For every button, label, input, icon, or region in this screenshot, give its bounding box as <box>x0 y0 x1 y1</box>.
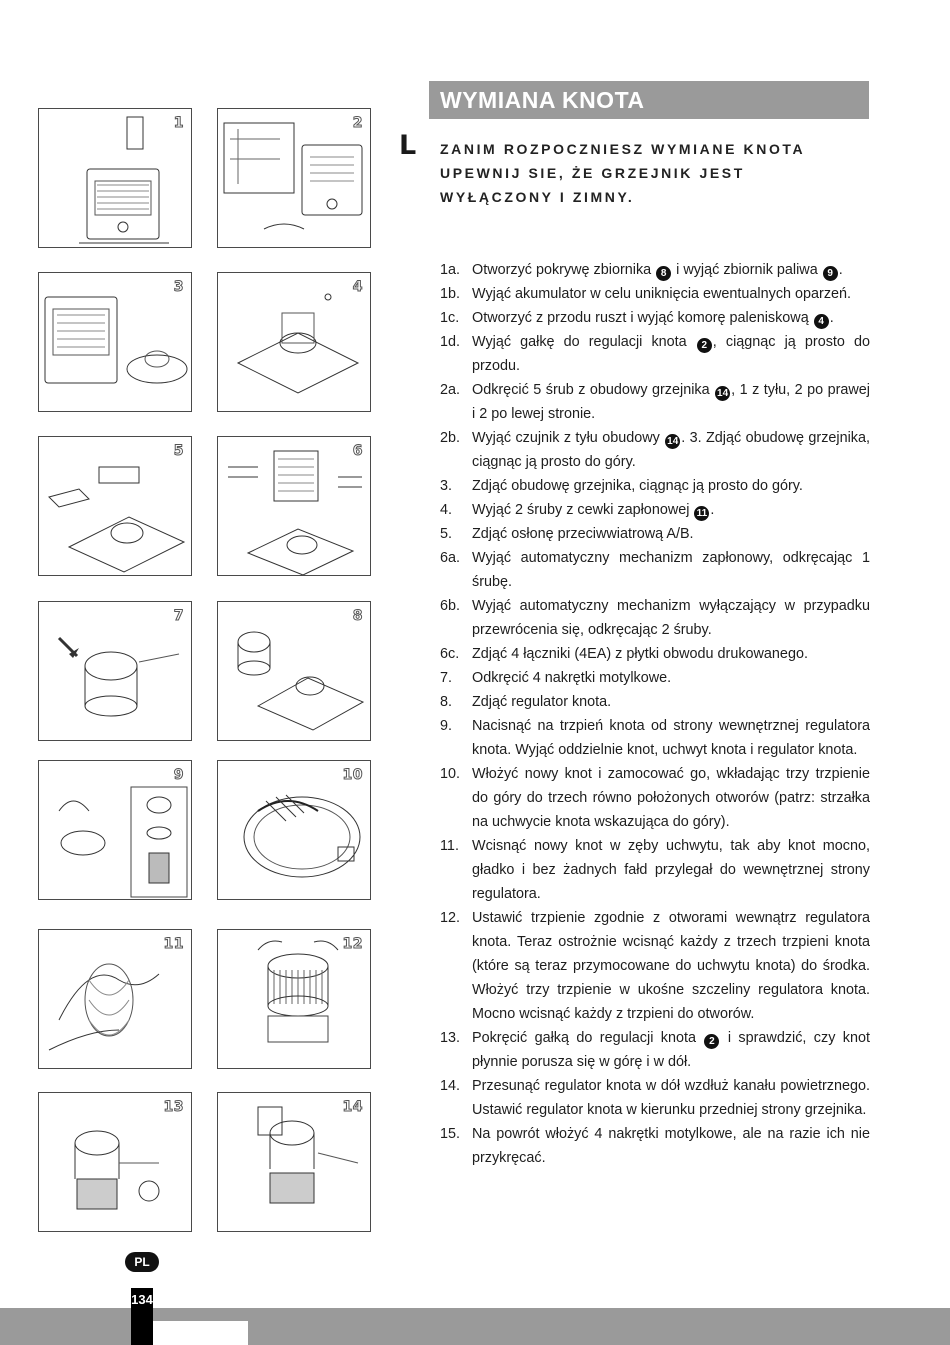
step-label: 13. <box>440 1030 461 1046</box>
step-text-segment: Wcisnąć nowy knot w zęby uchwytu, tak aby knot mocno, gładko i bez żadnych fałd przylegał do wewnętrznej strony regulatora. <box>472 838 870 902</box>
step-label: 5. <box>440 526 453 542</box>
step-text <box>472 690 870 714</box>
step-label: 1b. <box>440 286 461 302</box>
callout-number-icon: 8 <box>656 266 671 281</box>
step-text <box>472 546 870 594</box>
step-text-segment: Zdjąć osłonę przeciwwiatrową A/B. <box>472 526 694 542</box>
step-item <box>440 714 870 762</box>
figure-number: 12 <box>342 936 363 952</box>
step-text-segment: Nacisnąć na trzpień knota od strony wewnętrznej regulatora knota. Wyjąć oddzielnie knot, uchwyt knota i regulator knota. <box>472 718 870 758</box>
step-text <box>472 522 870 546</box>
step-label: 4. <box>440 502 453 518</box>
figure-number: 5 <box>173 443 184 459</box>
step-item <box>440 906 870 1026</box>
wick-adjuster-arrow-illustration <box>39 602 192 741</box>
step-item <box>440 306 870 330</box>
step-item <box>440 546 870 594</box>
step-item <box>440 498 870 522</box>
section-title-bar <box>429 81 869 119</box>
figure-number: 7 <box>173 608 184 624</box>
step-item <box>440 426 870 474</box>
step-text <box>472 330 870 378</box>
figure-6 <box>217 436 371 576</box>
callout-number-icon: 14 <box>667 436 679 447</box>
circuit-board-connectors-illustration <box>218 437 371 576</box>
figure-number: 4 <box>352 279 363 295</box>
step-text <box>472 474 870 498</box>
step-label: 6a. <box>440 550 461 566</box>
step-text-segment: . 3. Zdjąć obudowę grzejnika, ciągnąc ją prosto do góry. <box>472 430 870 470</box>
step-text-segment: Przesunąć regulator knota w dół wzdłuż kanału powietrznego. Ustawić regulator knota w kierunku przedniej strony grzejnika. <box>472 1078 870 1118</box>
step-text-segment: i sprawdzić, czy knot płynnie porusza się w górę i w dół. <box>472 1030 870 1070</box>
step-label: 11. <box>440 838 459 854</box>
step-text-segment: . <box>710 502 715 518</box>
callout-number-icon: 2 <box>704 1034 719 1049</box>
step-label: 12. <box>440 910 461 926</box>
step-text-segment: Wyjąć akumulator w celu uniknięcia ewentualnych oparzeń. <box>472 286 852 302</box>
step-text <box>472 714 870 762</box>
figure-number: 11 <box>163 936 184 952</box>
callout-number-icon: 2 <box>697 338 712 353</box>
figure-3 <box>38 272 192 412</box>
step-text <box>472 642 870 666</box>
step-text-segment: , 1 z tyłu, 2 po prawej i 2 po lewej stronie. <box>472 382 871 422</box>
figure-number: 14 <box>342 1099 363 1115</box>
step-label: 7. <box>440 670 453 686</box>
figure-number: 1 <box>173 115 184 131</box>
figure-number: 10 <box>342 767 363 783</box>
step-text-segment: Zdjąć obudowę grzejnika, ciągnąc ją prosto do góry. <box>472 478 803 494</box>
figure-14 <box>217 1092 371 1232</box>
step-text-segment: Na powrót włożyć 4 nakrętki motylkowe, ale na razie ich nie przykręcać. <box>472 1126 870 1166</box>
figure-2 <box>217 108 371 248</box>
warning-text: ZANIM ROZPOCZNIESZ WYMIANE KNOTA UPEWNIJ SIE, ŻE GRZEJNIK JEST WYŁĄCZONY I ZIMNY. <box>440 141 805 205</box>
figure-number: 3 <box>173 279 184 295</box>
step-item <box>440 1122 870 1170</box>
step-text <box>472 906 870 1026</box>
figure-number: 13 <box>163 1099 184 1115</box>
step-label: 2a. <box>440 382 461 398</box>
footer-tab <box>153 1321 248 1345</box>
step-item <box>440 258 870 282</box>
step-item <box>440 522 870 546</box>
step-text <box>472 594 870 642</box>
heater-body-lift-illustration <box>39 273 192 412</box>
step-text-segment: Ustawić trzpienie zgodnie z otworami wewnątrz regulatora knota. Teraz ostrożnie wcisnąć każdy z trzech trzpieni knota (które są teraz przymocowane do uchwytu knota) do środka. Włożyć trzy trzpienie w ukośne szczeliny regulatora knota. Mocno wcisnąć każdy z trzpieni do otworów. <box>472 910 870 1022</box>
figure-number: 8 <box>352 608 363 624</box>
figure-number: 6 <box>352 443 363 459</box>
warning-icon: L <box>399 130 417 161</box>
wick-holder-disassembly-illustration <box>39 761 192 900</box>
step-item <box>440 330 870 378</box>
step-text-segment: Odkręcić 5 śrub z obudowy grzejnika <box>472 382 715 398</box>
wick-adjuster-removed-illustration <box>218 602 371 741</box>
step-text-segment: . <box>838 262 843 278</box>
step-text-segment: Wyjąć 2 śruby z cewki zapłonowej <box>472 502 694 518</box>
figure-8 <box>217 601 371 741</box>
step-text-segment: Wyjąć czujnik z tyłu obudowy <box>472 430 665 446</box>
step-label: 9. <box>440 718 453 734</box>
step-text-segment: Wyjąć automatyczny mechanizm wyłączający w przypadku przewrócenia się, odkręcając 2 śruby. <box>472 598 870 638</box>
step-item <box>440 762 870 834</box>
step-label: 8. <box>440 694 453 710</box>
step-text <box>472 1026 870 1074</box>
figure-5 <box>38 436 192 576</box>
step-text <box>472 762 870 834</box>
step-label: 10. <box>440 766 461 782</box>
figure-4 <box>217 272 371 412</box>
step-label: 2b. <box>440 430 461 446</box>
steps-list <box>440 258 870 1170</box>
figure-1 <box>38 108 192 248</box>
step-item <box>440 474 870 498</box>
heater-tank-removal-illustration <box>39 109 192 248</box>
step-text <box>472 426 870 474</box>
figure-7 <box>38 601 192 741</box>
step-text-segment: Włożyć nowy knot i zamocować go, wkładając trzy trzpienie do góry do trzech równo położonych otworów (patrz: strzałka na uchwycie knota wskazująca do góry). <box>472 766 870 830</box>
figure-11 <box>38 929 192 1069</box>
step-item <box>440 282 870 306</box>
callout-number-icon: 4 <box>814 314 829 329</box>
wind-shield-removal-illustration <box>39 437 192 576</box>
step-text-segment: , ciągnąc ją prosto do przodu. <box>472 334 871 374</box>
step-item <box>440 378 870 426</box>
step-item <box>440 1074 870 1122</box>
burner-assembly-screws-illustration <box>218 273 371 412</box>
figure-13 <box>38 1092 192 1232</box>
figure-number: 9 <box>173 767 184 783</box>
step-label: 1d. <box>440 334 461 350</box>
step-text <box>472 306 870 330</box>
step-label: 1c. <box>440 310 460 326</box>
step-item <box>440 1026 870 1074</box>
step-text-segment: Wyjąć gałkę do regulacji knota <box>472 334 696 350</box>
heater-grate-removal-illustration <box>218 109 371 248</box>
language-badge: PL <box>125 1252 159 1272</box>
step-text <box>472 1074 870 1122</box>
step-text <box>472 378 870 426</box>
step-item <box>440 594 870 642</box>
figure-10 <box>217 760 371 900</box>
step-item <box>440 666 870 690</box>
step-text-segment: . <box>829 310 834 326</box>
step-text-segment: Pokręcić gałką do regulacji knota <box>472 1030 704 1046</box>
step-text <box>472 282 870 306</box>
step-text-segment: Odkręcić 4 nakrętki motylkowe. <box>472 670 672 686</box>
step-label: 6b. <box>440 598 461 614</box>
step-text-segment: i wyjąć zbiornik paliwa <box>672 262 822 278</box>
callout-number-icon: 11 <box>694 506 709 521</box>
callout-number-icon: 14 <box>717 388 729 399</box>
step-label: 14. <box>440 1078 461 1094</box>
step-item <box>440 642 870 666</box>
step-item <box>440 690 870 714</box>
page-number: 134 <box>131 1288 153 1345</box>
step-text-segment: Otworzyć z przodu ruszt i wyjąć komorę paleniskową <box>472 310 813 326</box>
callout-number-icon: 9 <box>823 266 838 281</box>
step-label: 6c. <box>440 646 460 662</box>
step-item <box>440 834 870 906</box>
step-text-segment: Zdjąć 4 łączniki (4EA) z płytki obwodu drukowanego. <box>472 646 808 662</box>
step-text <box>472 258 870 282</box>
section-title: WYMIANA KNOTA <box>440 87 645 113</box>
step-text <box>472 1122 870 1170</box>
step-text <box>472 498 870 522</box>
step-text-segment: Zdjąć regulator knota. <box>472 694 612 710</box>
step-text-segment: Otworzyć pokrywę zbiornika <box>472 262 656 278</box>
step-text-segment: Wyjąć automatyczny mechanizm zapłonowy, odkręcając 1 śrubę. <box>472 550 870 590</box>
figure-9 <box>38 760 192 900</box>
step-text <box>472 834 870 906</box>
figure-12 <box>217 929 371 1069</box>
step-label: 1a. <box>440 262 461 278</box>
step-text <box>472 666 870 690</box>
figure-number: 2 <box>352 115 363 131</box>
step-label: 15. <box>440 1126 461 1142</box>
step-label: 3. <box>440 478 453 494</box>
